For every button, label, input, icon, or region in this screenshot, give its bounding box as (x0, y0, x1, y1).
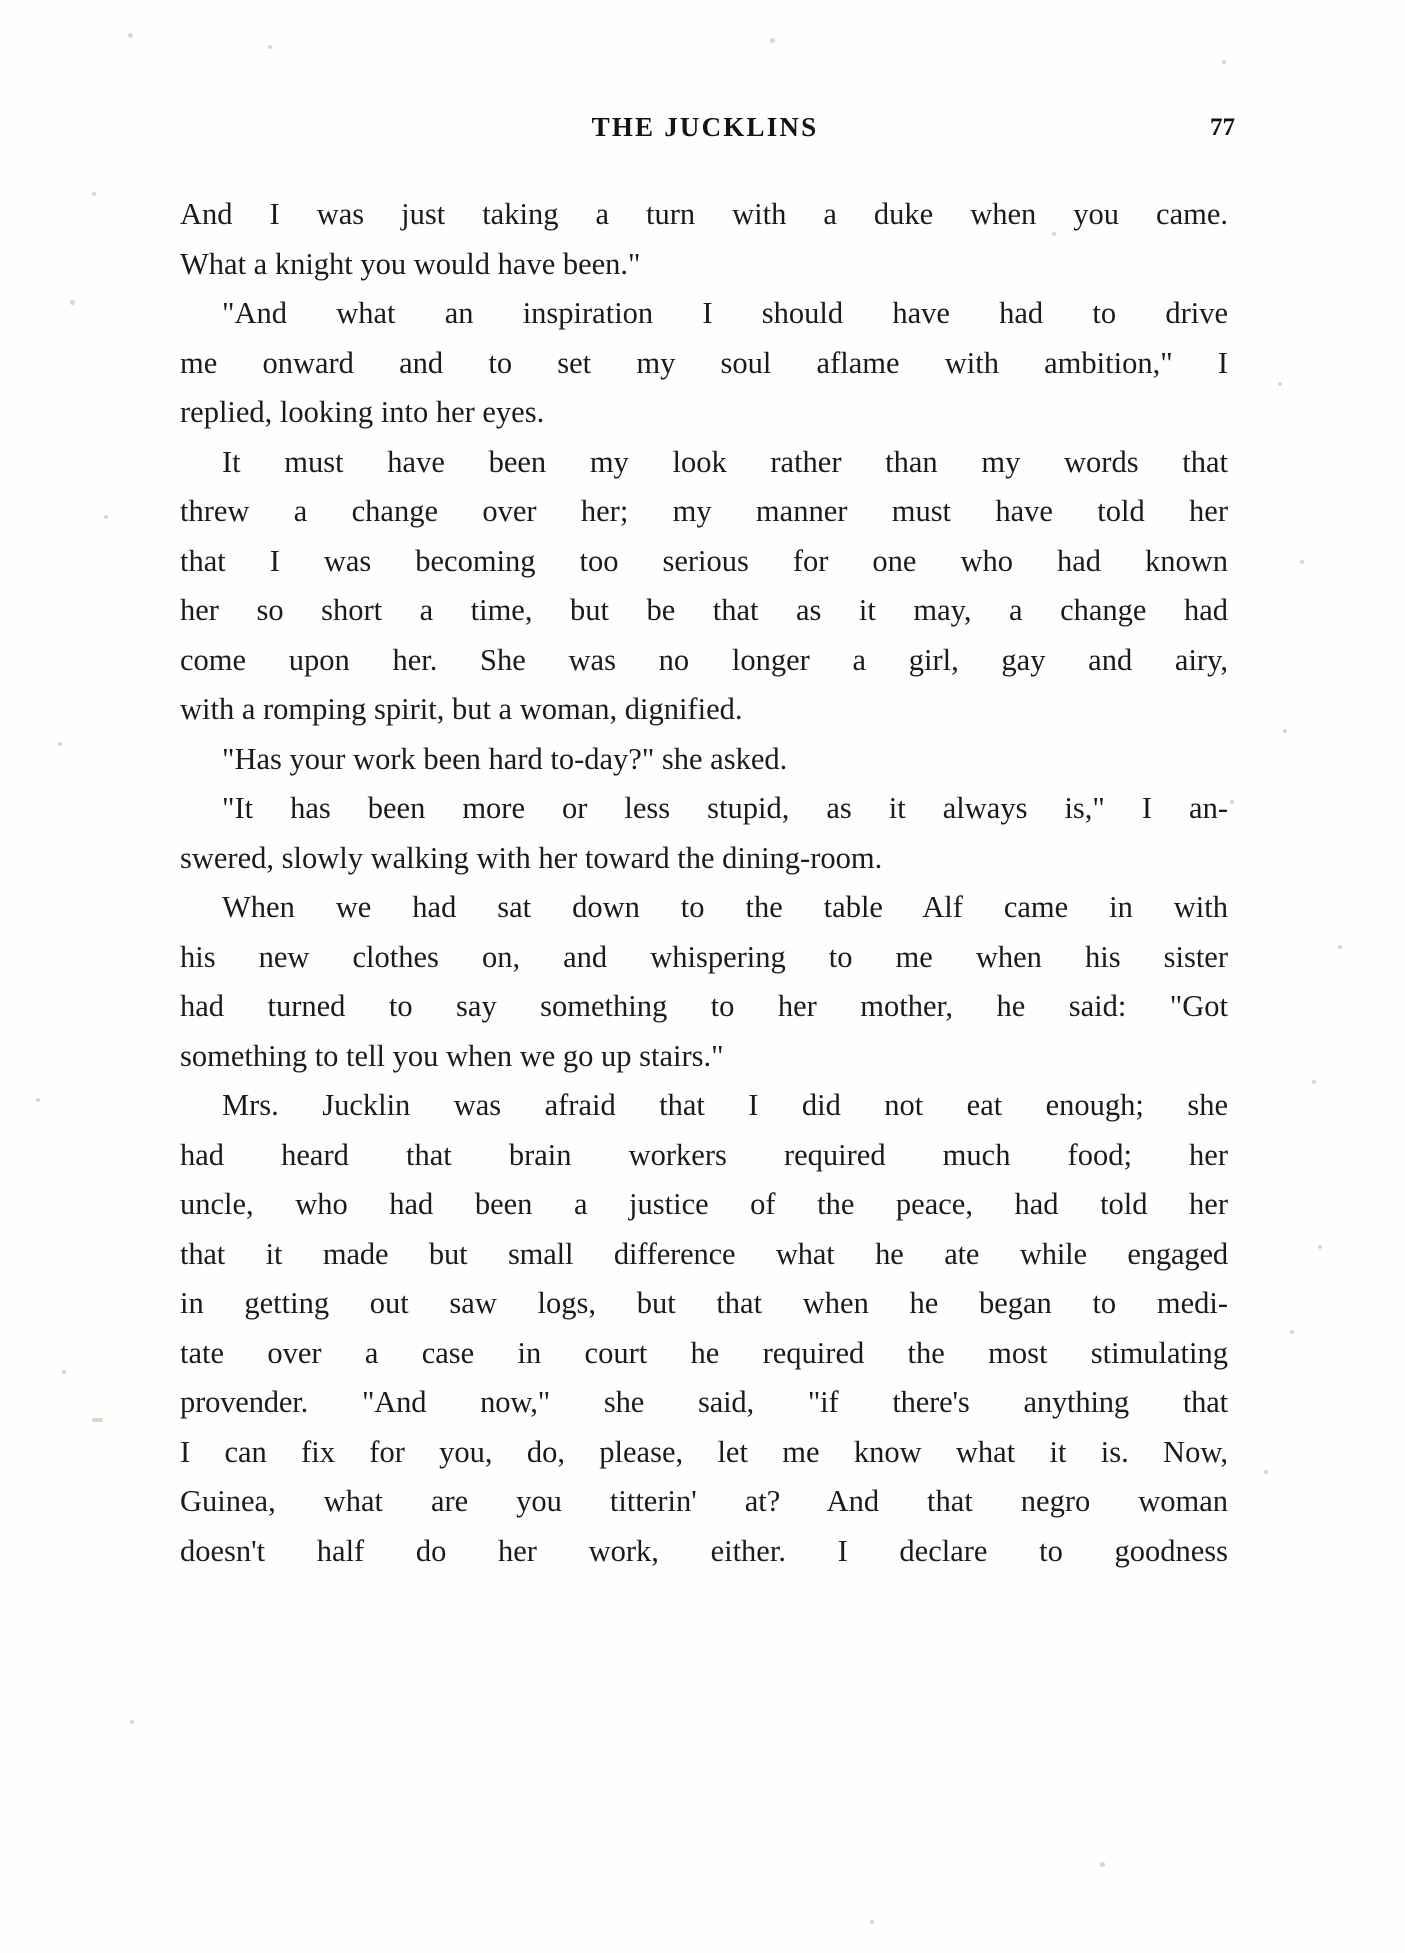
text-line: "And what an inspiration I should have had to drive (222, 296, 1228, 330)
text-line: I can fix for you, do, please, let me know what it is. Now, (180, 1434, 1228, 1469)
text-line: Guinea, what are you titterin' at? And that negro woman (180, 1484, 1228, 1518)
text-line: replied, looking into her eyes. (180, 395, 545, 429)
text-line: swered, slowly walking with her toward the dining-room. (180, 840, 883, 875)
text-line: "It has been more or less stupid, as it always is," I an- (222, 791, 1228, 825)
paragraph (180, 784, 1228, 883)
text-line: tate over a case in court he required the most stimulating (180, 1335, 1228, 1370)
text-line: threw a change over her; my manner must have told her (180, 494, 1228, 528)
text-line: had heard that brain workers required much food; her (180, 1137, 1228, 1172)
text-line: that it made but small difference what he ate while engaged (180, 1236, 1228, 1271)
text-line: with a romping spirit, but a woman, dignified. (180, 692, 743, 726)
text-line: When we had sat down to the table Alf came in with (222, 890, 1228, 924)
paragraph (180, 1081, 1228, 1576)
text-line: provender. "And now," she said, "if there's anything that (180, 1385, 1228, 1419)
paragraph (180, 735, 1228, 785)
text-line: something to tell you when we go up stairs." (180, 1038, 724, 1073)
text-line: come upon her. She was no longer a girl, gay and airy, (180, 642, 1228, 677)
text-line: her so short a time, but be that as it may, a change had (180, 593, 1228, 627)
paragraph (180, 190, 1228, 289)
text-line: It must have been my look rather than my words that (222, 444, 1228, 479)
text-line: doesn't half do her work, either. I declare to goodness (180, 1533, 1228, 1568)
text-line: Mrs. Jucklin was afraid that I did not eat enough; she (222, 1088, 1228, 1122)
text-line: that I was becoming too serious for one who had known (180, 543, 1228, 578)
text-line: What a knight you would have been." (180, 246, 641, 281)
text-line: his new clothes on, and whispering to me when his sister (180, 939, 1228, 974)
text-line: had turned to say something to her mother, he said: "Got (180, 989, 1228, 1023)
page-body (180, 190, 1228, 1576)
paragraph (180, 438, 1228, 735)
text-line: And I was just taking a turn with a duke when you came. (180, 197, 1228, 231)
paragraph (180, 289, 1228, 438)
text-line: me onward and to set my soul aflame with ambition," I (180, 345, 1228, 380)
paragraph (180, 883, 1228, 1081)
text-line: "Has your work been hard to-day?" she asked. (222, 741, 788, 776)
text-line: uncle, who had been a justice of the peace, had told her (180, 1187, 1228, 1221)
running-title: THE JUCKLINS (591, 112, 819, 142)
page-header (175, 112, 1235, 148)
page-number: 77 (1210, 114, 1235, 141)
text-line: in getting out saw logs, but that when he began to medi- (180, 1286, 1228, 1320)
